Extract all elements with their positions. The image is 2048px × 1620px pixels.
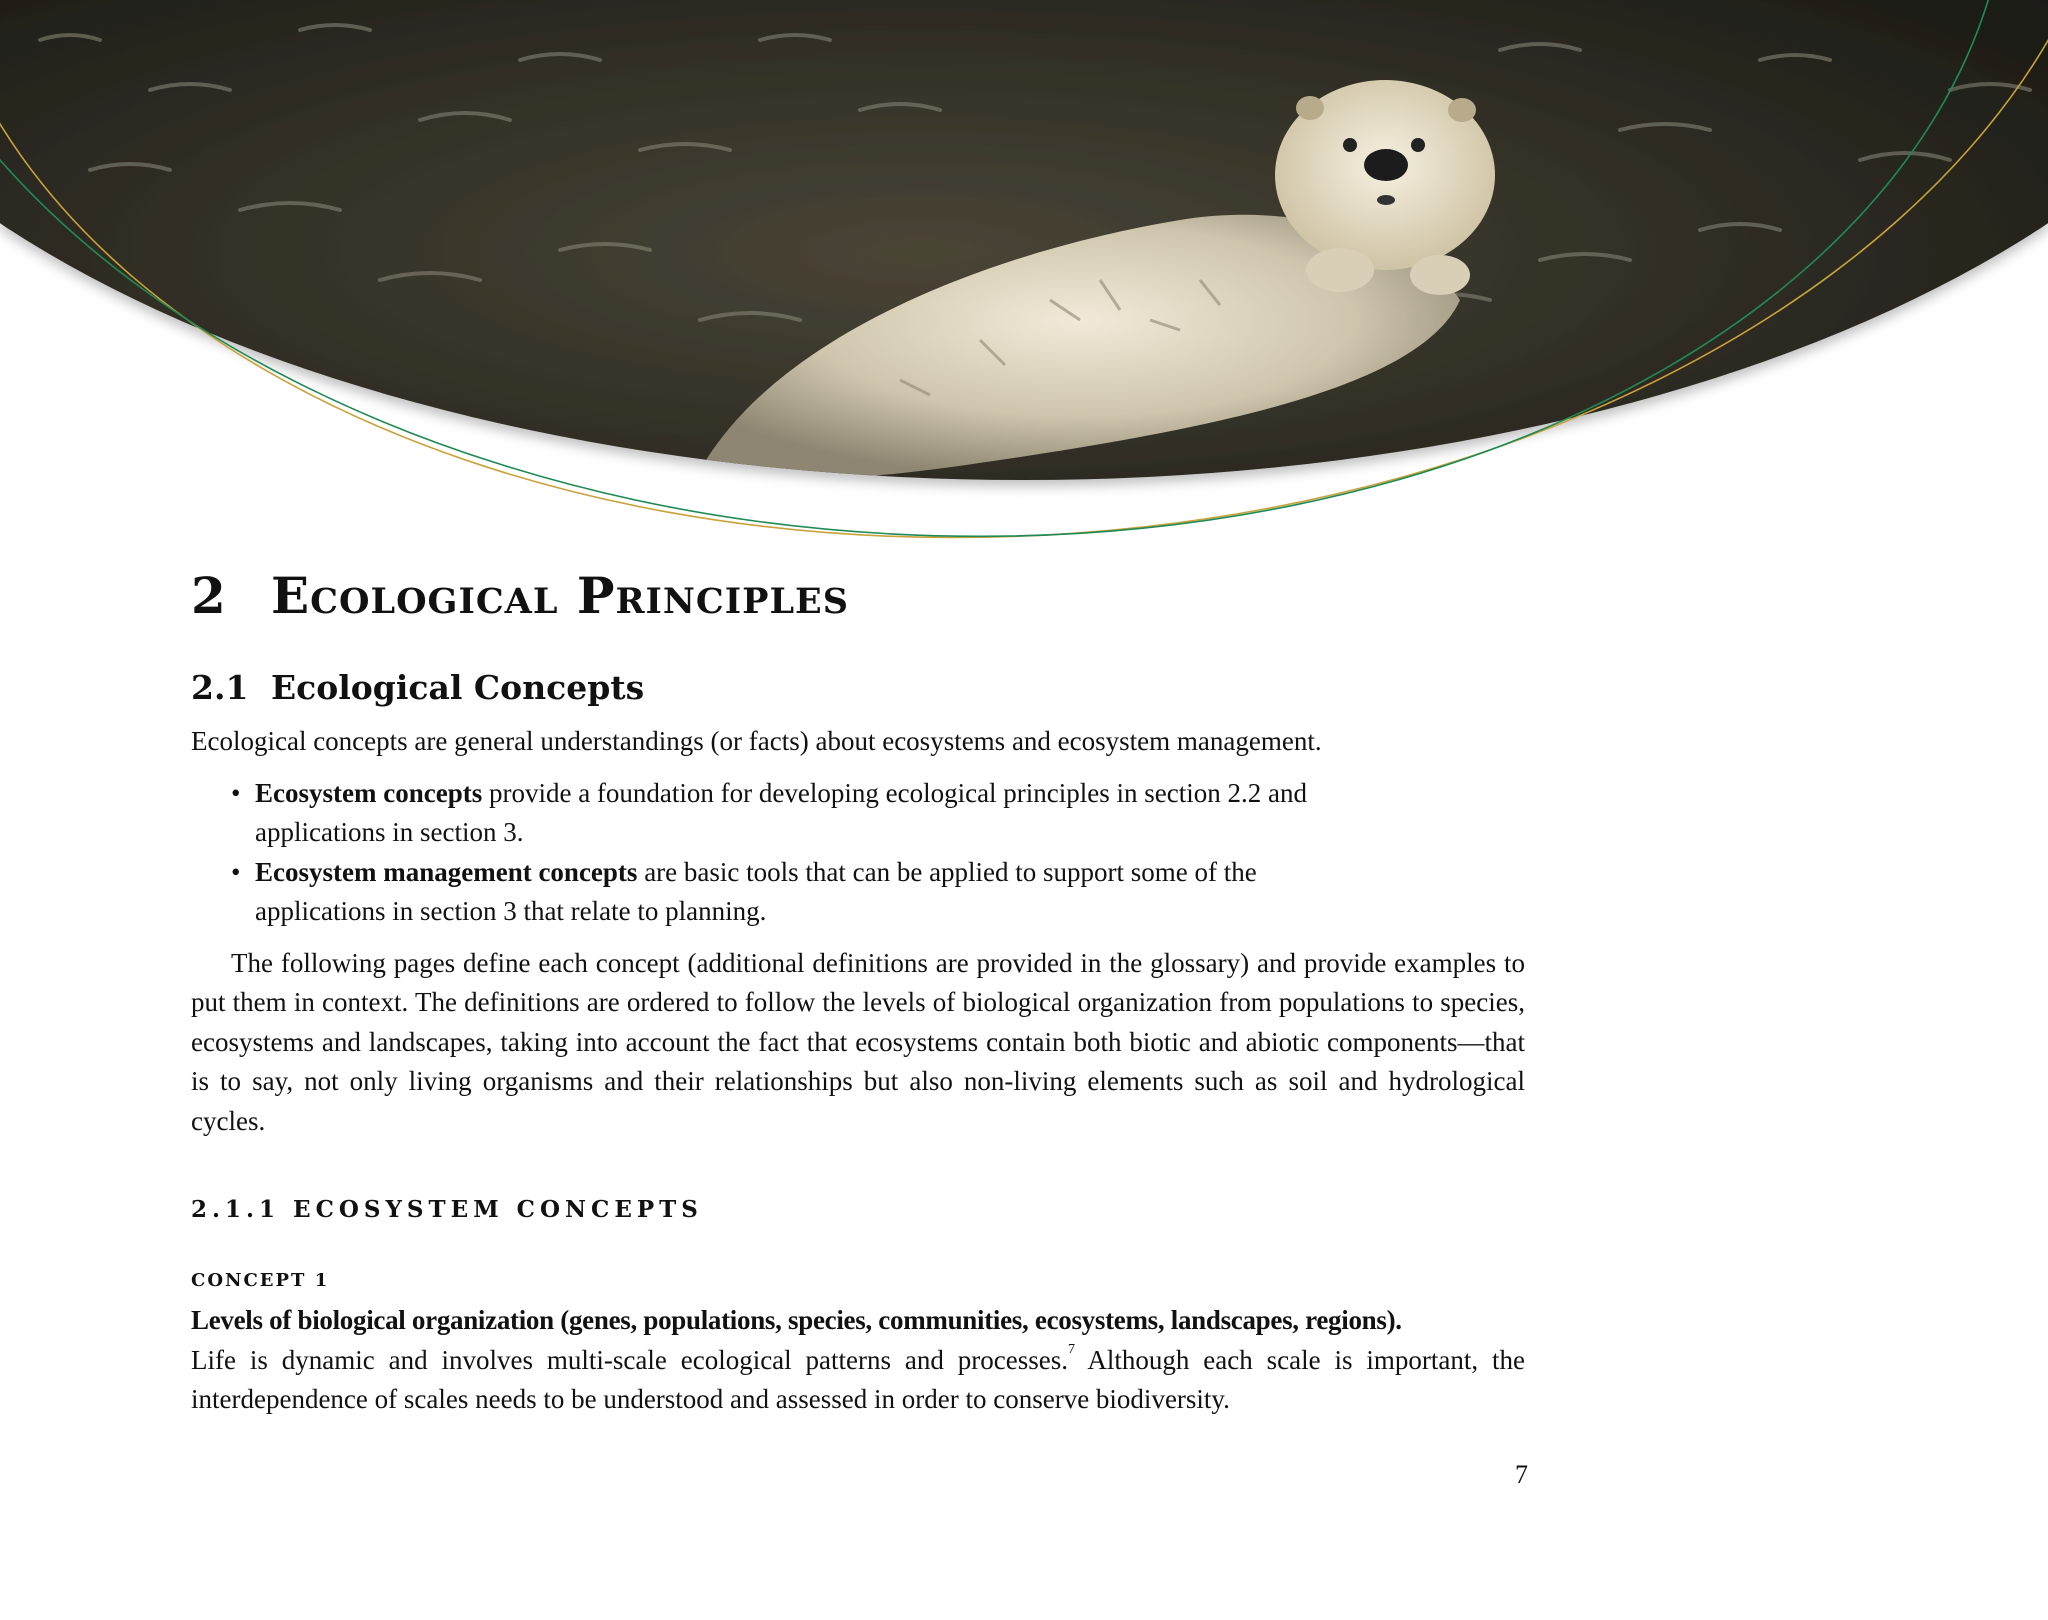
concept-bullet-list	[191, 774, 1361, 932]
concept-label: CONCEPT 1	[191, 1270, 330, 1291]
header-photo-banner	[0, 0, 2048, 560]
bullet-icon: •	[231, 777, 241, 808]
body-paragraph: The following pages define each concept (additional definitions are provided in the glossary) and provide examples to put them in context. The definitions are ordered to follow the levels of biological organization from populations to species, ecosystems and landscapes, taking into account the fact that ecosystems contain both biotic and abiotic components—that is to say, not only living organisms and their relationships but also non-living elements such as soil and hydrological cycles.	[191, 947, 1525, 1136]
subsection-heading: 2.1.1 ECOSYSTEM CONCEPTS	[191, 1196, 703, 1223]
concept-heading: Levels of biological organization (genes, populations, species, communities, ecosystems, landscapes, regions).	[191, 1305, 1402, 1335]
section-number: 2.1	[191, 668, 249, 707]
page-content	[191, 560, 1525, 1420]
chapter-title	[191, 560, 1525, 632]
bullet-term: Ecosystem concepts	[255, 777, 483, 808]
bullet-text: provide a foundation for developing ecological principles in section 2.2 and applications in section 3.	[255, 777, 1307, 847]
sea-otter-photo	[0, 0, 2048, 560]
bullet-icon: •	[231, 856, 241, 887]
concept-body-text: Life is dynamic and involves multi-scale ecological patterns and processes.	[191, 1344, 1068, 1375]
section-title-text: Ecological Concepts	[271, 668, 645, 707]
list-item	[231, 853, 1361, 932]
chapter-number: 2	[191, 566, 227, 625]
list-item	[231, 774, 1361, 853]
page-number: 7	[1515, 1460, 1528, 1489]
section-title	[191, 666, 1525, 710]
chapter-title-text: Ecological Principles	[271, 566, 850, 625]
intro-paragraph: Ecological concepts are general understandings (or facts) about ecosystems and ecosystem management.	[191, 726, 1322, 756]
bullet-text: are basic tools that can be applied to support some of the applications in section 3 that relate to planning.	[255, 856, 1257, 926]
concept-body-text-continued: Although each scale is important, the interdependence of scales needs to be understood and assessed in order to conserve biodiversity.	[191, 1344, 1525, 1414]
footnote-marker[interactable]: 7	[1068, 1341, 1075, 1357]
bullet-term: Ecosystem management concepts	[255, 856, 638, 887]
concept-body	[191, 1341, 1525, 1420]
